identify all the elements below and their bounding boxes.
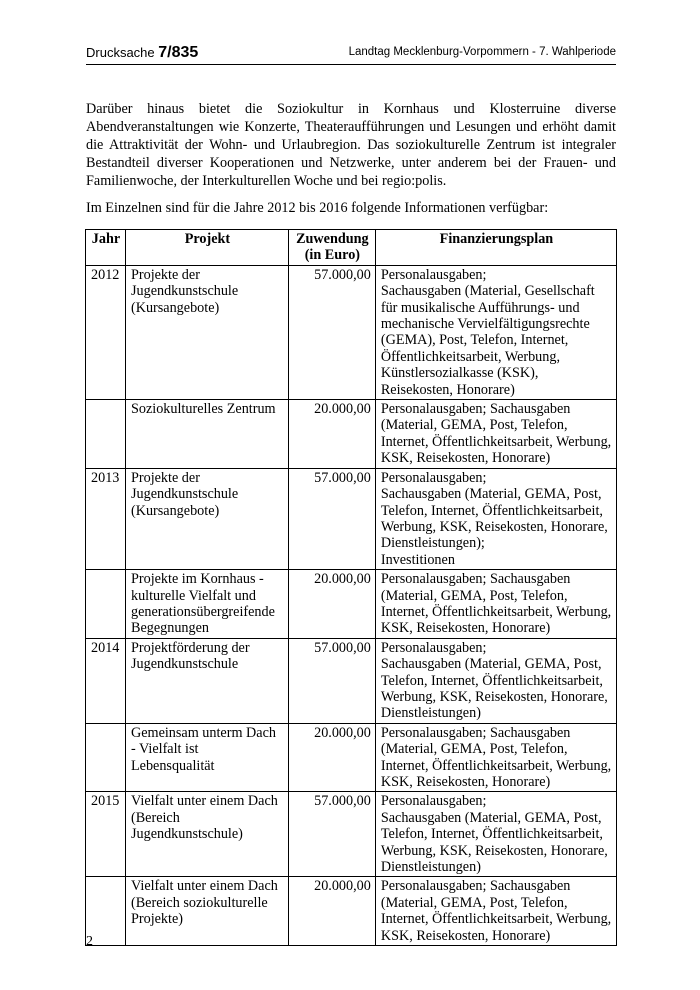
table-row — [86, 792, 617, 877]
cell-project: Projekte im Kornhaus - kulturelle Vielfalt und generationsübergreifende Begegnungen — [125, 570, 288, 639]
table-header-row — [86, 230, 617, 266]
cell-year: 2014 — [86, 638, 126, 723]
document-number-value: 7/835 — [158, 44, 199, 61]
table-row — [86, 723, 617, 792]
table-row — [86, 400, 617, 469]
cell-project: Projekte der Jugendkunstschule (Kursangebote) — [125, 265, 288, 399]
table-row — [86, 468, 617, 569]
table-row — [86, 265, 617, 399]
document-prefix: Drucksache — [86, 45, 155, 60]
page-header — [86, 42, 616, 65]
cell-plan: Personalausgaben; Sachausgaben (Material, GEMA, Post, Telefon, Internet, Öffentlichkeitsarbeit, Werbung, KSK, Reisekosten, Honorare, Dienstleistungen) — [375, 638, 616, 723]
cell-project: Gemeinsam unterm Dach - Vielfalt ist Lebensqualität — [125, 723, 288, 792]
header-amount: Zuwendung (in Euro) — [288, 230, 375, 266]
header-project: Projekt — [125, 230, 288, 266]
cell-plan: Personalausgaben; Sachausgaben (Material, Gesellschaft für musikalische Aufführungs- und mechanische Vervielfältigungsrechte (GEMA), Post, Telefon, Internet, Öffentlichkeitsarbeit, Werbung, Künstlersozialkasse (KSK), Reisekosten, Honorare) — [375, 265, 616, 399]
cell-year — [86, 400, 126, 469]
table-intro-paragraph: Im Einzelnen sind für die Jahre 2012 bis 2016 folgende Informationen verfügbar: — [86, 200, 549, 216]
page-number: 2 — [86, 934, 93, 949]
cell-plan: Personalausgaben; Sachausgaben (Material, GEMA, Post, Telefon, Internet, Öffentlichkeitsarbeit, Werbung, KSK, Reisekosten, Honorare) — [375, 400, 616, 469]
intro-paragraph: Darüber hinaus bietet die Soziokultur in Kornhaus und Klosterruine diverse Abendveranstaltungen wie Konzerte, Theateraufführungen und Lesungen und erhöht damit die Attraktivität der Wohn- und Urlaubregion. Das soziokulturelle Zentrum ist integraler Bestandteil diverser Kooperationen und Netzwerke, unter anderem bei der Frauen- und Familienwoche, der Interkulturellen Woche und bei regio:polis. — [86, 101, 616, 189]
cell-plan: Personalausgaben; Sachausgaben (Material, GEMA, Post, Telefon, Internet, Öffentlichkeitsarbeit, Werbung, KSK, Reisekosten, Honorare, Dienstleistungen) — [375, 792, 616, 877]
cell-amount: 20.000,00 — [288, 400, 375, 469]
header-year: Jahr — [86, 230, 126, 266]
parliament-label: Landtag Mecklenburg-Vorpommern - 7. Wahlperiode — [348, 46, 616, 58]
cell-year — [86, 570, 126, 639]
cell-amount: 57.000,00 — [288, 638, 375, 723]
cell-plan: Personalausgaben; Sachausgaben (Material, GEMA, Post, Telefon, Internet, Öffentlichkeitsarbeit, Werbung, KSK, Reisekosten, Honorare) — [375, 570, 616, 639]
cell-year: 2015 — [86, 792, 126, 877]
cell-plan: Personalausgaben; Sachausgaben (Material, GEMA, Post, Telefon, Internet, Öffentlichkeitsarbeit, Werbung, KSK, Reisekosten, Honorare, Dienstleistungen); Investitionen — [375, 468, 616, 569]
header-plan: Finanzierungsplan — [375, 230, 616, 266]
cell-amount: 20.000,00 — [288, 570, 375, 639]
cell-project: Projekte der Jugendkunstschule (Kursangebote) — [125, 468, 288, 569]
cell-amount: 20.000,00 — [288, 877, 375, 946]
cell-project: Vielfalt unter einem Dach (Bereich soziokulturelle Projekte) — [125, 877, 288, 946]
cell-plan: Personalausgaben; Sachausgaben (Material, GEMA, Post, Telefon, Internet, Öffentlichkeitsarbeit, Werbung, KSK, Reisekosten, Honorare) — [375, 723, 616, 792]
cell-amount: 57.000,00 — [288, 792, 375, 877]
cell-amount: 57.000,00 — [288, 468, 375, 569]
cell-project: Soziokulturelles Zentrum — [125, 400, 288, 469]
cell-plan: Personalausgaben; Sachausgaben (Material, GEMA, Post, Telefon, Internet, Öffentlichkeitsarbeit, Werbung, KSK, Reisekosten, Honorare) — [375, 877, 616, 946]
table-row — [86, 877, 617, 946]
funding-table — [85, 229, 617, 946]
document-number — [86, 44, 198, 62]
table-row — [86, 638, 617, 723]
cell-year: 2012 — [86, 265, 126, 399]
cell-year — [86, 723, 126, 792]
cell-amount: 57.000,00 — [288, 265, 375, 399]
table-row — [86, 570, 617, 639]
cell-project: Vielfalt unter einem Dach (Bereich Jugendkunstschule) — [125, 792, 288, 877]
cell-year: 2013 — [86, 468, 126, 569]
cell-amount: 20.000,00 — [288, 723, 375, 792]
cell-project: Projektförderung der Jugendkunstschule — [125, 638, 288, 723]
